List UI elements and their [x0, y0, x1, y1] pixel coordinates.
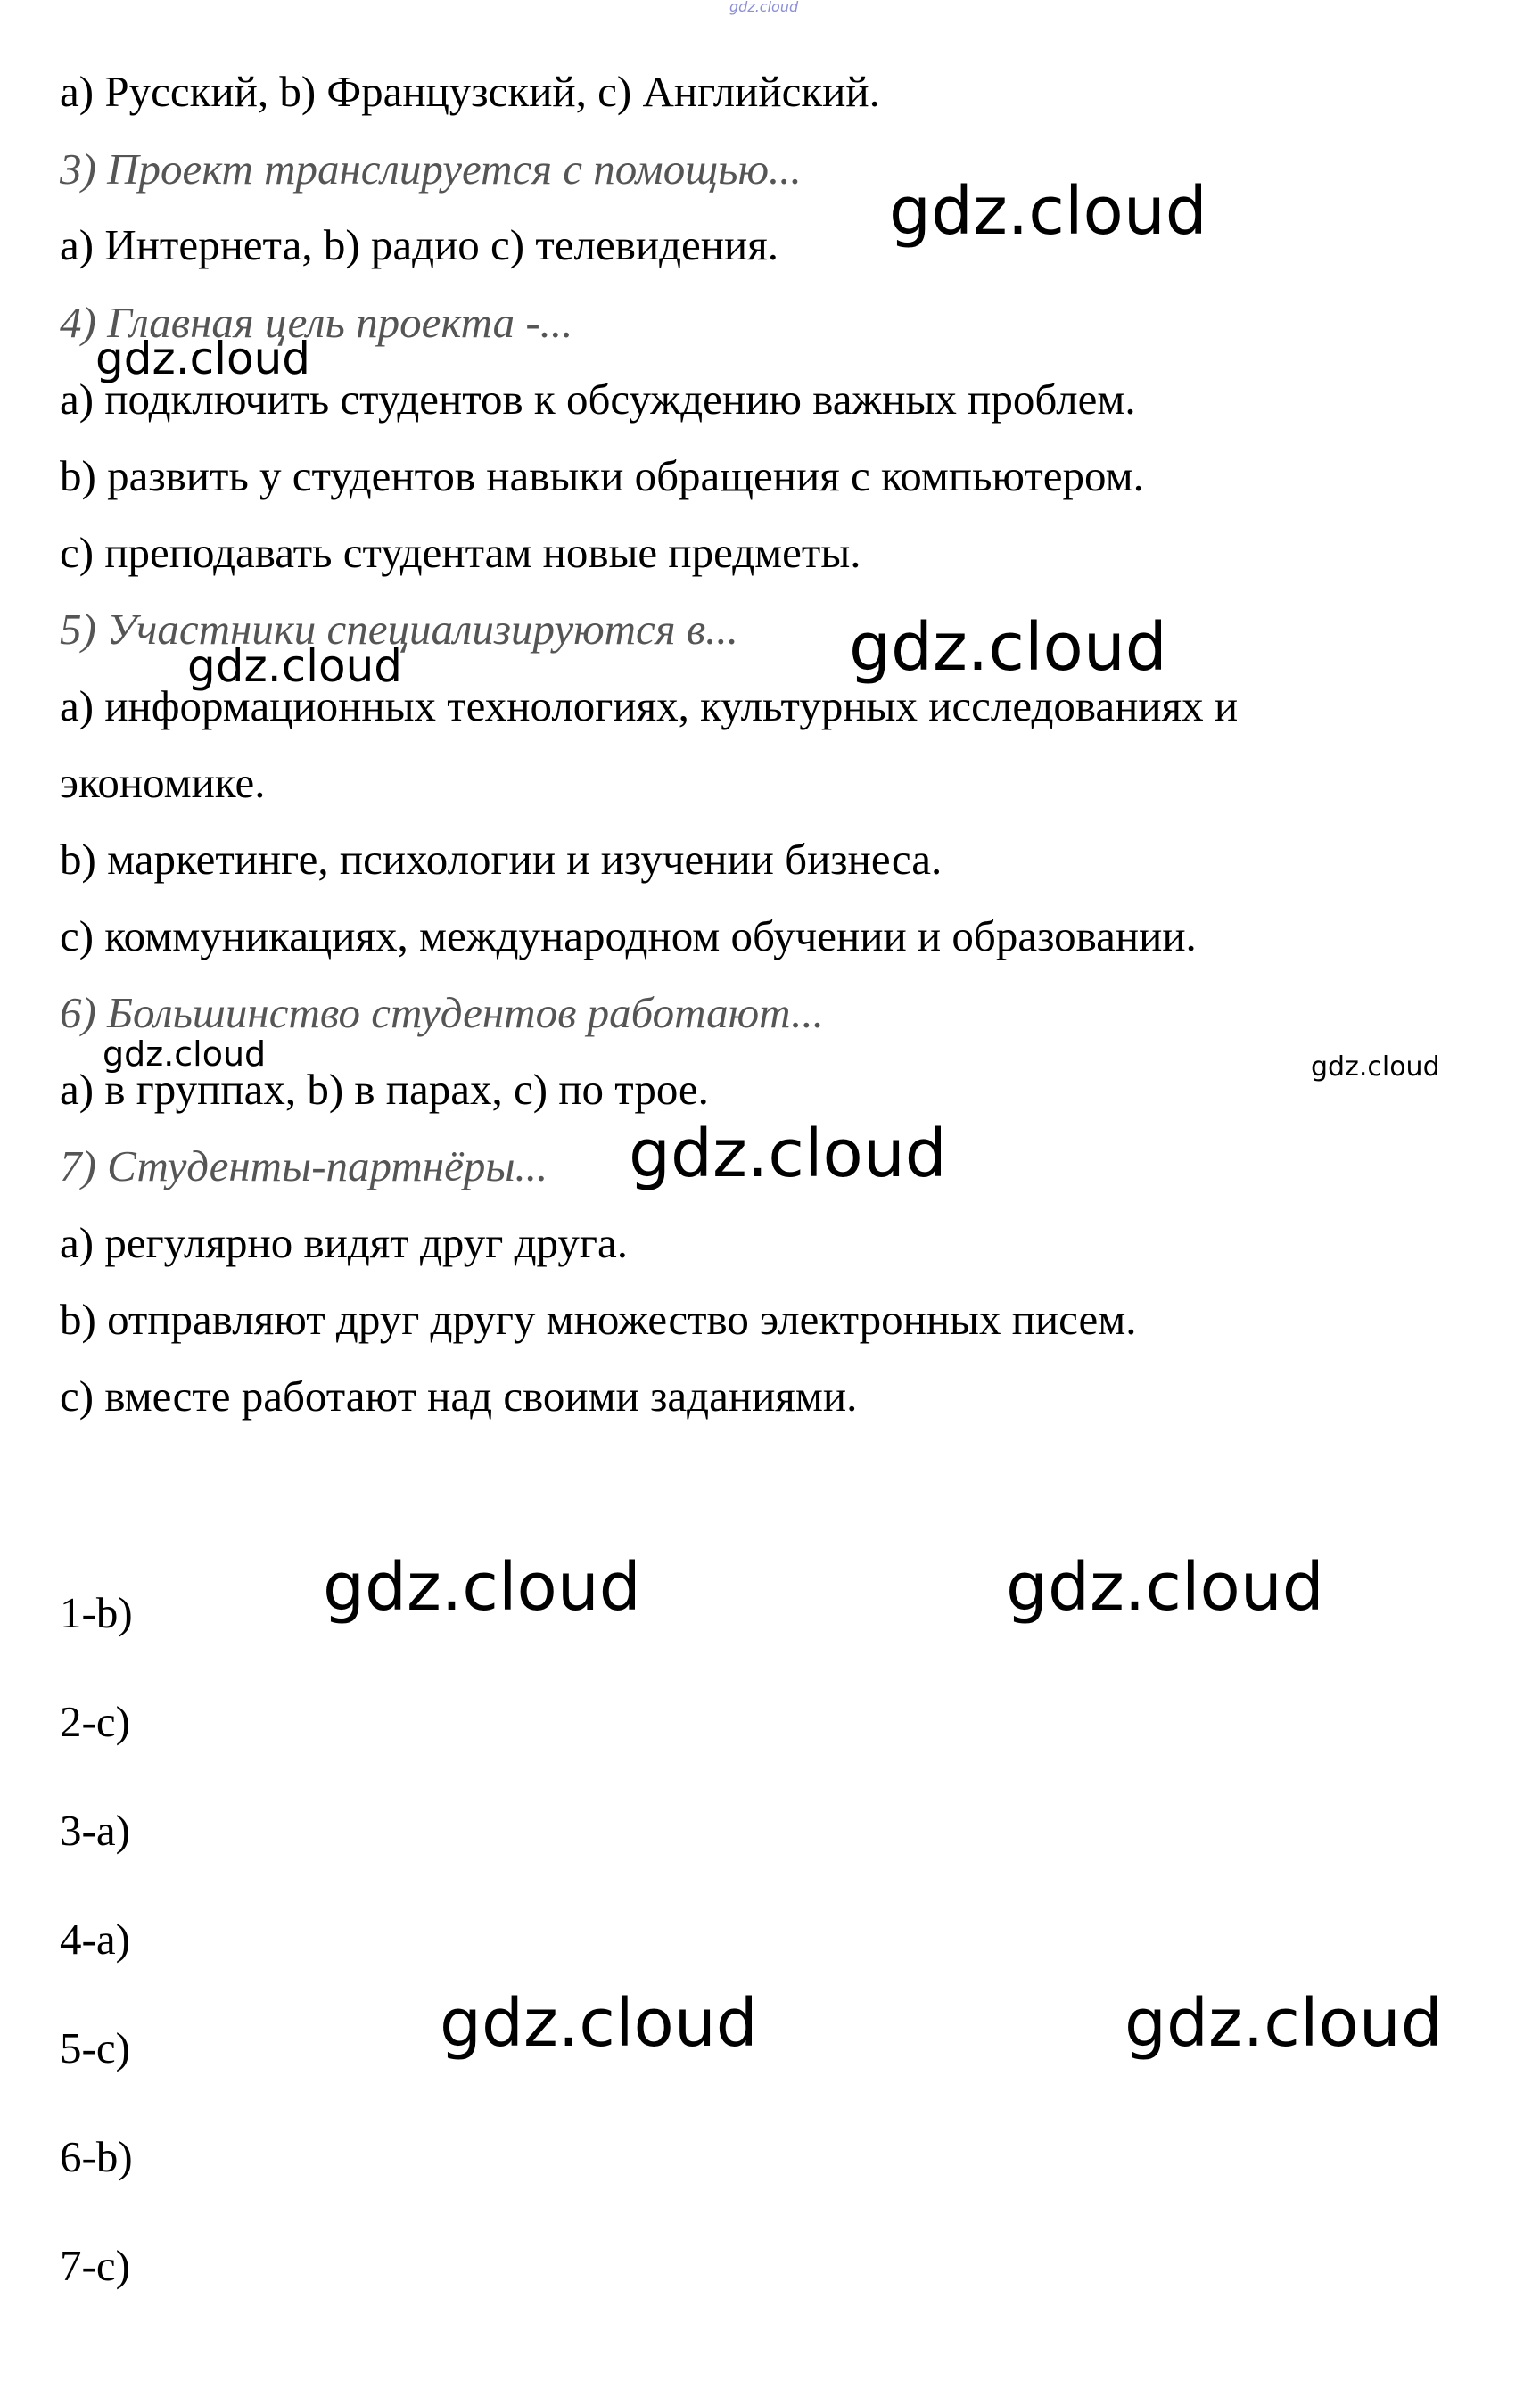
text-line: c) коммуникациях, международном обучении и образовании.	[60, 911, 1197, 960]
answer-item: 4-a)	[60, 1915, 130, 1964]
answer-item: 2-c)	[60, 1697, 130, 1746]
text-line: a) Русский, b) Французский, c) Английский.	[60, 67, 880, 116]
question-line: 3) Проект транслируется с помощью...	[60, 144, 802, 194]
text-line: a) Интернета, b) радио c) телевидения.	[60, 220, 778, 269]
answer-item: 6-b)	[60, 2132, 133, 2181]
watermark: gdz.cloud	[1311, 1051, 1440, 1083]
text-line: b) маркетинге, психологии и изучении бизнеса.	[60, 835, 943, 884]
watermark: gdz.cloud	[95, 333, 311, 384]
watermark: gdz.cloud	[323, 1549, 641, 1626]
watermark: gdz.cloud	[1124, 1985, 1443, 2062]
text-line: a) в группах, b) в парах, c) по трое.	[60, 1065, 709, 1114]
text-line: a) информационных технологиях, культурных исследованиях и	[60, 681, 1239, 730]
answer-item: 5-c)	[60, 2023, 130, 2072]
watermark: gdz.cloud	[103, 1034, 267, 1074]
watermark: gdz.cloud	[849, 609, 1167, 686]
text-line: b) развить у студентов навыки обращения с компьютером.	[60, 451, 1144, 500]
text-line: c) преподавать студентам новые предметы.	[60, 528, 861, 577]
answer-item: 3-a)	[60, 1806, 130, 1855]
watermark: gdz.cloud	[1006, 1549, 1324, 1626]
watermark: gdz.cloud	[629, 1116, 947, 1192]
watermark: gdz.cloud	[440, 1985, 758, 2062]
text-line: экономике.	[60, 758, 266, 807]
question-line: 4) Главная цель проекта -...	[60, 298, 573, 347]
text-line: a) подключить студентов к обсуждению важных проблем.	[60, 375, 1136, 424]
header-watermark: gdz.cloud	[729, 0, 799, 15]
question-line: 5) Участники специализируются в...	[60, 605, 738, 654]
text-line: b) отправляют друг другу множество электронных писем.	[60, 1295, 1137, 1344]
question-line: 7) Студенты-партнёры...	[60, 1141, 548, 1190]
question-line: 6) Большинство студентов работают...	[60, 988, 824, 1037]
answer-item: 7-c)	[60, 2241, 130, 2290]
text-line: a) регулярно видят друг друга.	[60, 1218, 628, 1267]
watermark: gdz.cloud	[889, 173, 1207, 250]
answer-item: 1-b)	[60, 1588, 133, 1637]
watermark: gdz.cloud	[187, 640, 403, 692]
text-line: c) вместе работают над своими заданиями.	[60, 1372, 858, 1421]
